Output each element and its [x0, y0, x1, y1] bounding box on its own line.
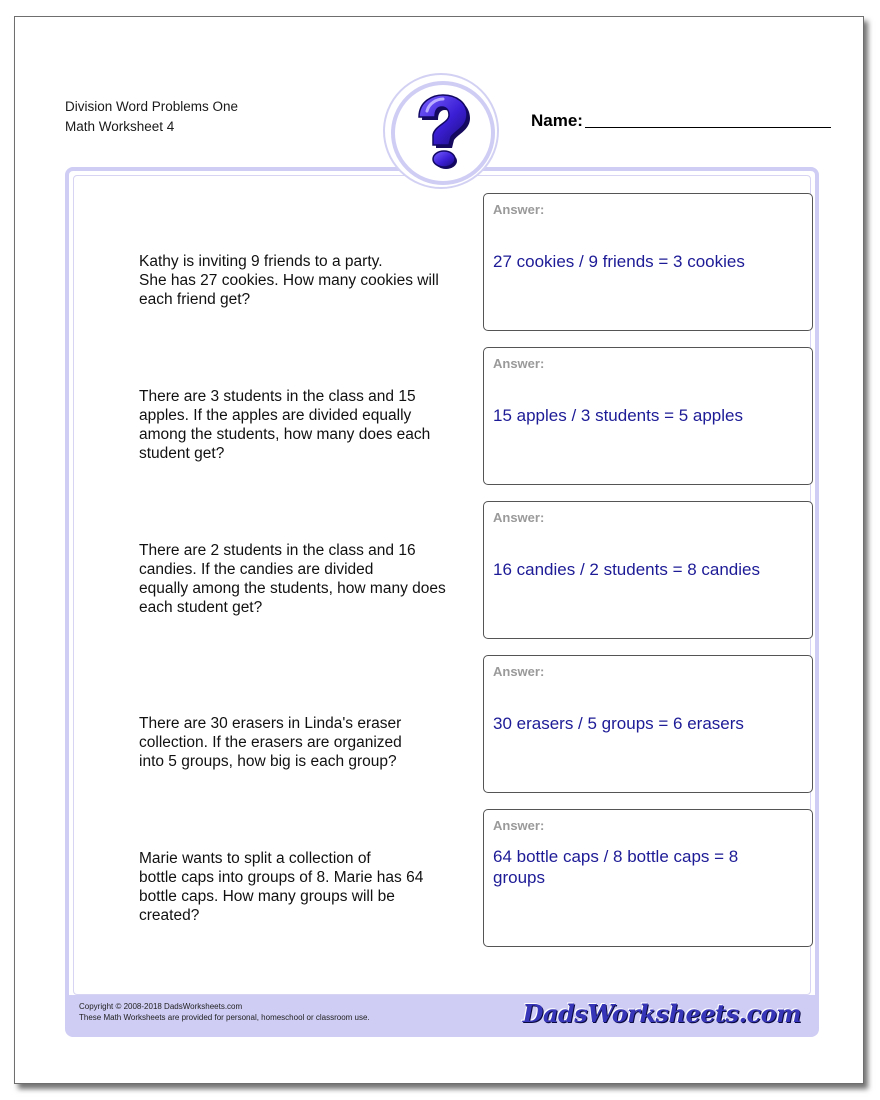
- name-label: Name:: [531, 111, 583, 130]
- answer-label: Answer:: [493, 356, 545, 371]
- answer-label: Answer:: [493, 818, 545, 833]
- answer-label: Answer:: [493, 664, 545, 679]
- worksheet-title-line2: Math Worksheet 4: [65, 119, 175, 134]
- worksheet-page: [14, 16, 864, 1084]
- copyright-text: [79, 1001, 370, 1023]
- answer-label: Answer:: [493, 510, 545, 525]
- answer-label: Answer:: [493, 202, 545, 217]
- answer-text: 64 bottle caps / 8 bottle caps = 8 groups: [493, 847, 739, 887]
- answer-text: 16 candies / 2 students = 8 candies: [493, 560, 760, 579]
- brand-logo: DadsWorksheets.com: [522, 999, 801, 1028]
- footer: [69, 995, 815, 1033]
- answer-box-5[interactable]: [483, 809, 813, 947]
- problem-text-3: There are 2 students in the class and 16 candies. If the candies are divided equally among the students, how many does each student get?: [139, 542, 446, 616]
- answer-text: 30 erasers / 5 groups = 6 erasers: [493, 714, 744, 733]
- usage-notice: These Math Worksheets are provided for personal, homeschool or classroom use.: [79, 1013, 370, 1022]
- answer-box-1[interactable]: [483, 193, 813, 331]
- worksheet-title: [65, 97, 238, 137]
- problem-text-4: There are 30 erasers in Linda's eraser collection. If the erasers are organized into 5 groups, how big is each group?: [139, 715, 402, 770]
- problem-text-1: Kathy is inviting 9 friends to a party. She has 27 cookies. How many cookies will each friend get?: [139, 253, 439, 308]
- answer-box-2[interactable]: [483, 347, 813, 485]
- answer-box-3[interactable]: [483, 501, 813, 639]
- answer-text: 27 cookies / 9 friends = 3 cookies: [493, 252, 745, 271]
- answer-text: 15 apples / 3 students = 5 apples: [493, 406, 743, 425]
- name-field-line[interactable]: [585, 127, 831, 128]
- problems-frame: [65, 167, 819, 1037]
- copyright-line: Copyright © 2008-2018 DadsWorksheets.com: [79, 1002, 243, 1011]
- question-mark-icon: [409, 93, 473, 169]
- answer-box-4[interactable]: [483, 655, 813, 793]
- problem-text-5: Marie wants to split a collection of bottle caps into groups of 8. Marie has 64 bottle caps. How many groups will be created?: [139, 850, 424, 924]
- worksheet-title-line1: Division Word Problems One: [65, 99, 239, 114]
- question-logo: [383, 73, 499, 189]
- problem-text-2: There are 3 students in the class and 15 apples. If the apples are divided equally among the students, how many does each student get?: [139, 388, 431, 462]
